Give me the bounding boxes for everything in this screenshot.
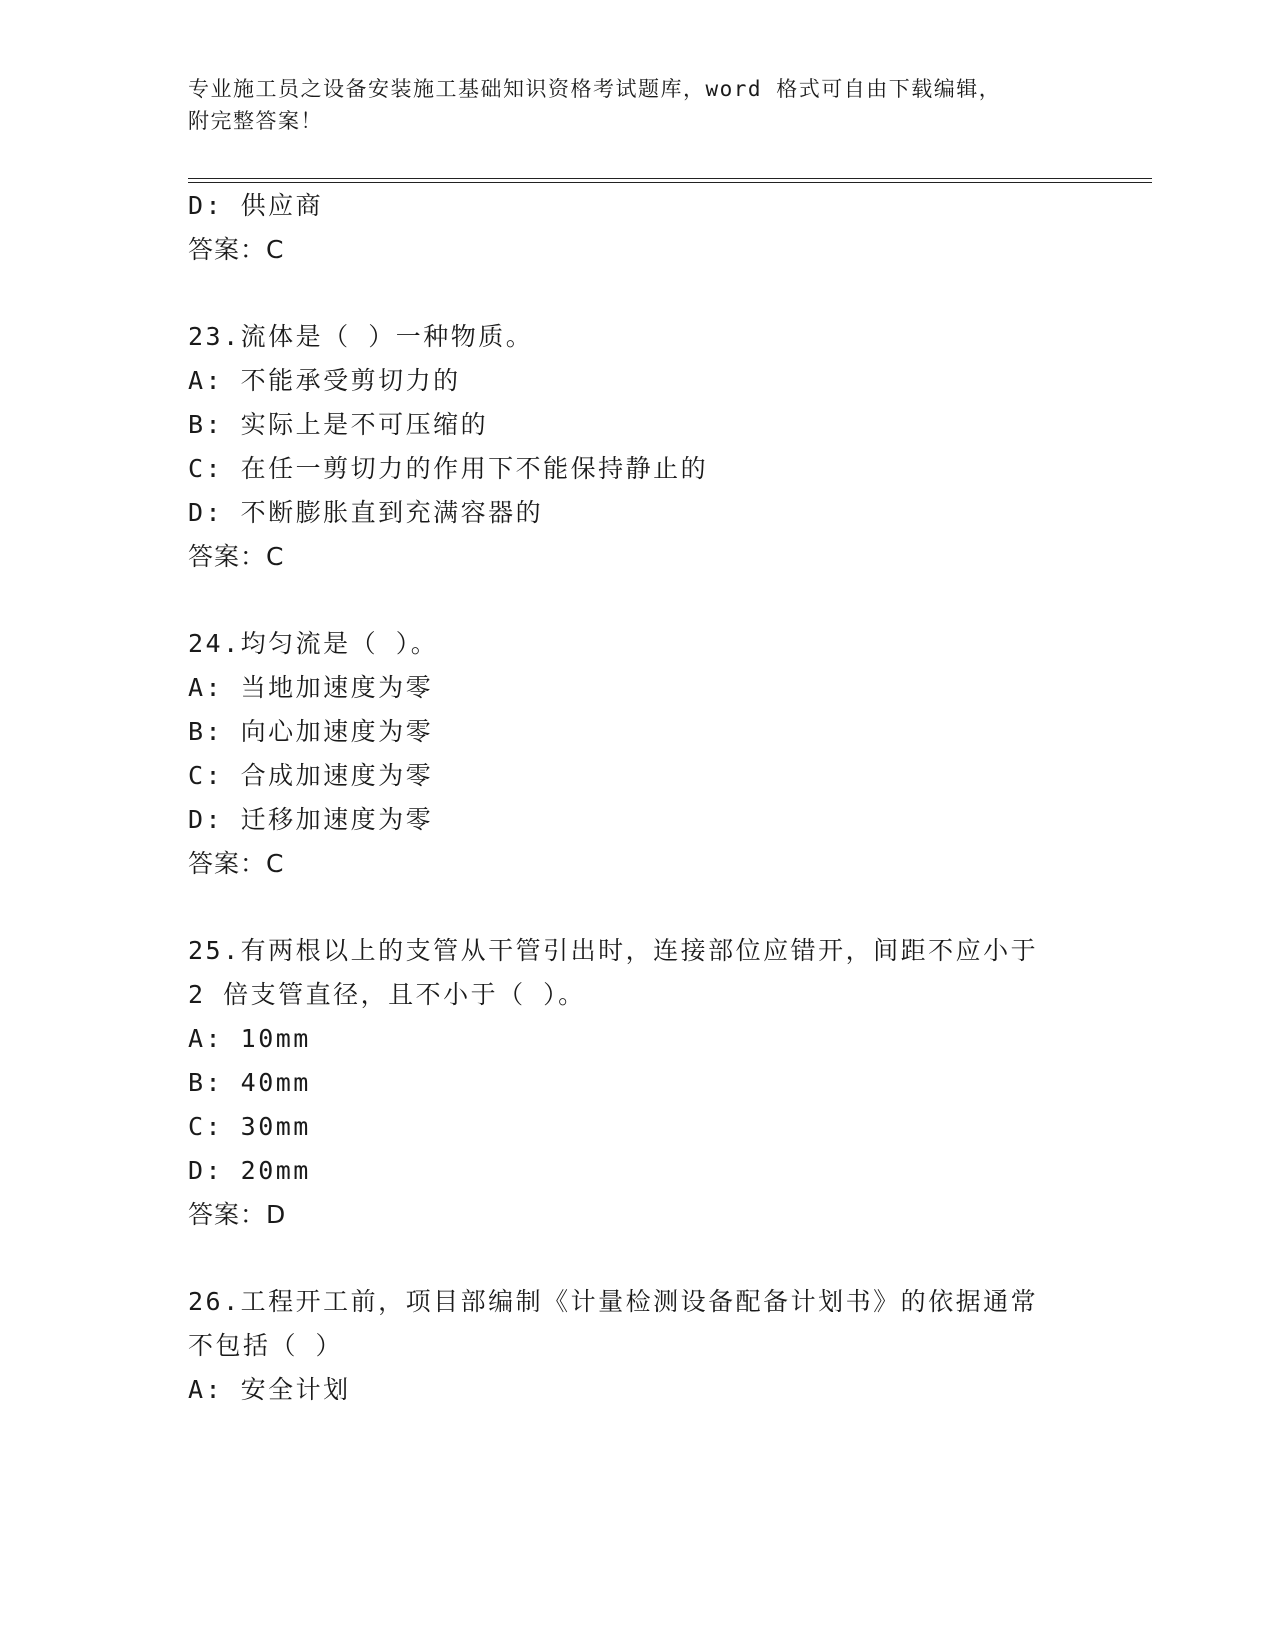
- header-line-1: 专业施工员之设备安装施工基础知识资格考试题库，word 格式可自由下载编辑，: [188, 77, 1002, 101]
- q25-option-d: D: 20mm: [188, 1156, 311, 1185]
- q26-option-a: A: 安全计划: [188, 1375, 351, 1404]
- q23-answer: 答案：C: [188, 542, 285, 571]
- q25-option-a: A: 10mm: [188, 1024, 311, 1053]
- header-divider-top: [188, 178, 1152, 179]
- q26-question-line-2: 不包括（ ）: [188, 1331, 344, 1360]
- q24-option-a: A: 当地加速度为零: [188, 673, 434, 702]
- q23-option-b: B: 实际上是不可压缩的: [188, 410, 489, 439]
- header-line-2: 附完整答案！: [188, 109, 323, 133]
- q24-question: 24.均匀流是（ ）。: [188, 629, 439, 658]
- q24-option-b: B: 向心加速度为零: [188, 717, 434, 746]
- prev-option-d: D: 供应商: [188, 191, 324, 220]
- q25-question-line-1: 25.有两根以上的支管从干管引出时，连接部位应错开，间距不应小于: [188, 936, 1039, 965]
- prev-answer: 答案：C: [188, 235, 285, 264]
- q24-option-c: C: 合成加速度为零: [188, 761, 434, 790]
- q23-option-d: D: 不断膨胀直到充满容器的: [188, 498, 544, 527]
- q25-question-line-2: 2 倍支管直径，且不小于（ ）。: [188, 980, 586, 1009]
- q23-option-a: A: 不能承受剪切力的: [188, 366, 461, 395]
- q23-question: 23.流体是（ ）一种物质。: [188, 322, 534, 351]
- q25-option-b: B: 40mm: [188, 1068, 311, 1097]
- q25-answer: 答案：D: [188, 1200, 287, 1229]
- q25-option-c: C: 30mm: [188, 1112, 311, 1141]
- q26-question-line-1: 26.工程开工前，项目部编制《计量检测设备配备计划书》的依据通常: [188, 1287, 1039, 1316]
- header-divider-bottom: [188, 182, 1152, 183]
- q23-option-c: C: 在任一剪切力的作用下不能保持静止的: [188, 454, 709, 483]
- q24-answer: 答案：C: [188, 849, 285, 878]
- page-header: [188, 73, 1088, 137]
- q24-option-d: D: 迁移加速度为零: [188, 805, 434, 834]
